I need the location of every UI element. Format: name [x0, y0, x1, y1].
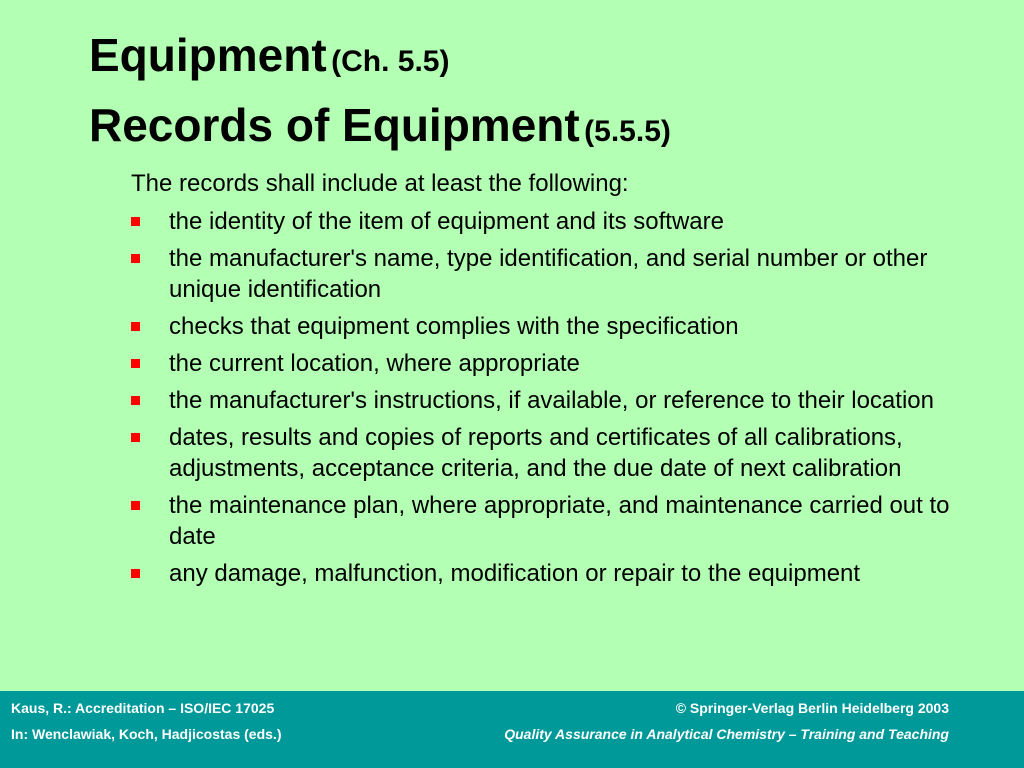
title-line-2 — [89, 96, 671, 166]
bullet-square-icon — [131, 433, 140, 442]
footer-editors: In: Wenclawiak, Koch, Hadjicostas (eds.) — [11, 726, 282, 742]
footer-bar — [0, 691, 1024, 768]
list-item — [131, 385, 1001, 416]
list-item-text: checks that equipment complies with the specification — [169, 313, 739, 340]
footer-copyright: © Springer-Verlag Berlin Heidelberg 2003 — [675, 700, 949, 716]
bullet-square-icon — [131, 217, 140, 226]
footer-book-title: Quality Assurance in Analytical Chemistry – Training and Teaching — [504, 726, 949, 742]
bullet-square-icon — [131, 359, 140, 368]
list-item — [131, 206, 1001, 237]
bullet-square-icon — [131, 396, 140, 405]
title-line-1 — [89, 26, 671, 96]
list-item-text: any damage, malfunction, modification or repair to the equipment — [169, 560, 861, 587]
slide-title — [89, 26, 671, 166]
list-item — [131, 490, 1001, 552]
list-item-text: the current location, where appropriate — [169, 350, 580, 377]
subtitle-section: (5.5.5) — [584, 115, 671, 148]
list-item — [131, 348, 1001, 379]
list-item-text: the identity of the item of equipment and its software — [169, 208, 724, 235]
list-item — [131, 311, 1001, 342]
bullet-square-icon — [131, 501, 140, 510]
subtitle-main: Records of Equipment — [89, 99, 580, 151]
intro-text: The records shall include at least the following: — [131, 170, 629, 197]
list-item — [131, 558, 1001, 589]
footer-citation: Kaus, R.: Accreditation – ISO/IEC 17025 — [11, 700, 275, 716]
list-item — [131, 422, 1001, 484]
title-chapter: (Ch. 5.5) — [331, 45, 450, 78]
bullet-square-icon — [131, 569, 140, 578]
title-main: Equipment — [89, 29, 327, 81]
bullet-square-icon — [131, 254, 140, 263]
bullet-list — [131, 206, 1001, 589]
list-item-text: the maintenance plan, where appropriate, and maintenance carried out to date — [169, 492, 950, 550]
list-item-text: the manufacturer's name, type identification, and serial number or other unique identification — [169, 245, 928, 303]
list-item — [131, 243, 1001, 305]
bullet-square-icon — [131, 322, 140, 331]
slide-body — [131, 168, 1001, 595]
list-item-text: dates, results and copies of reports and certificates of all calibrations, adjustments, acceptance criteria, and the due date of next calibration — [169, 424, 903, 482]
list-item-text: the manufacturer's instructions, if available, or reference to their location — [169, 387, 934, 414]
